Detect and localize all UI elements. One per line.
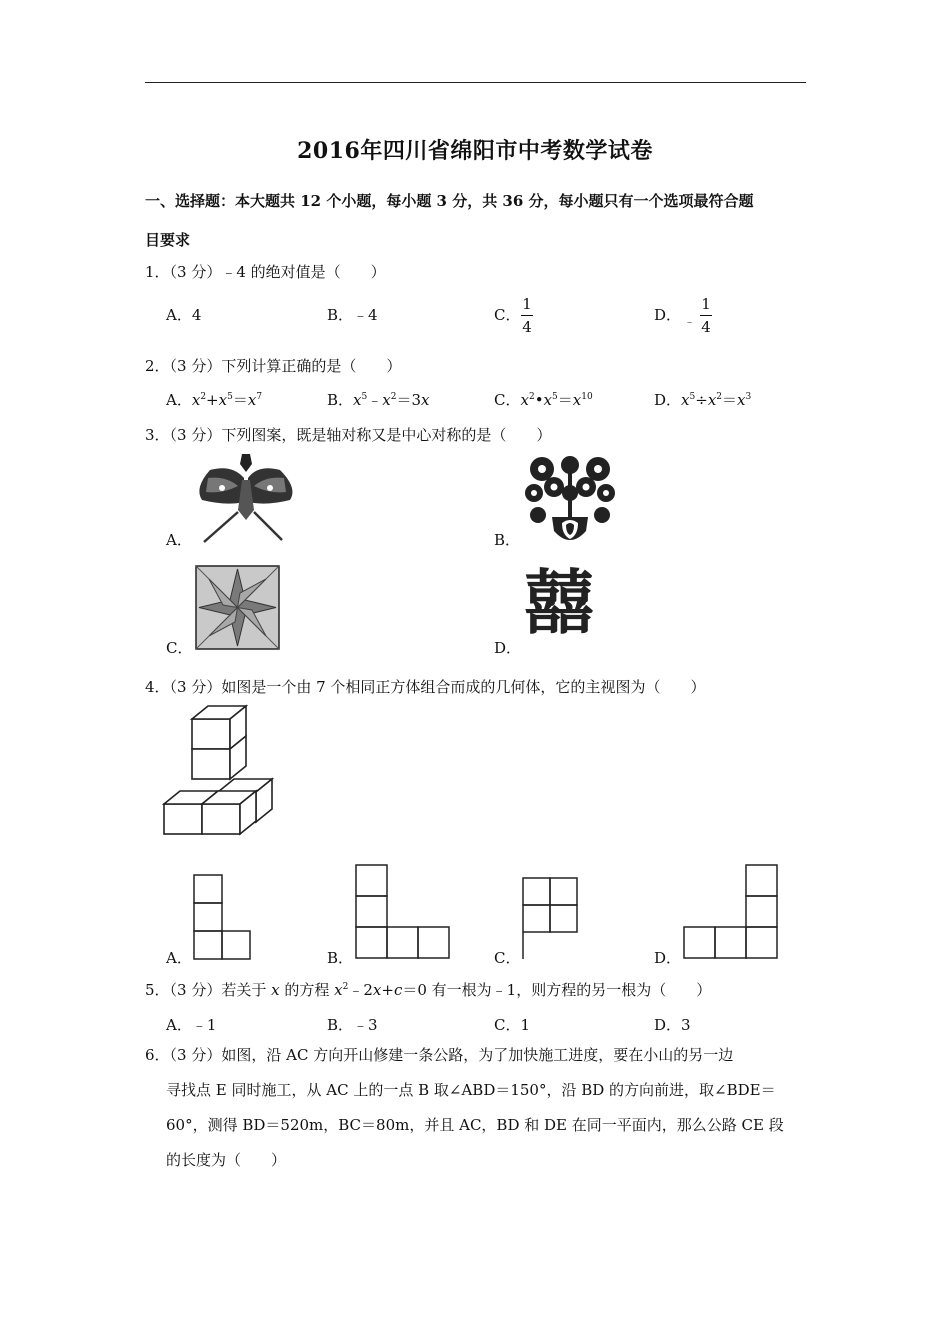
q4-option-c: C．	[494, 949, 521, 967]
q1-option-c-label: C．	[494, 306, 521, 324]
question-5: 5．（3 分）若关于 x 的方程 $x^2﹣2x+c=0$ 有一根为﹣1，则方程的另一根为（ ）	[145, 981, 712, 999]
fraction-numerator: 1	[701, 295, 711, 313]
question-1: 1．（3 分）﹣4 的绝对值是（ ）	[145, 263, 386, 281]
q3-option-c: C．	[166, 639, 193, 657]
q3-option-a: A．	[166, 531, 192, 549]
cube-solid-figure	[160, 700, 285, 840]
q4-view-b	[355, 864, 453, 962]
section-heading-cont: 目要求	[145, 231, 191, 249]
q4-view-c	[522, 877, 580, 935]
flower-vase-figure	[524, 455, 616, 548]
question-6-line-4: 的长度为（ ）	[166, 1151, 287, 1169]
q5-option-d: D．3	[654, 1016, 691, 1034]
question-2: 2．（3 分）下列计算正确的是（ ）	[145, 357, 402, 375]
q5-option-c: C．1	[494, 1016, 531, 1034]
question-6-line-2: 寻找点 E 同时施工，从 AC 上的一点 B 取∠ABD＝150°，沿 BD 的方向前进，取∠BDE＝	[166, 1081, 776, 1099]
q1-option-d-label: D．	[654, 306, 682, 324]
question-3: 3．（3 分）下列图案，既是轴对称又是中心对称的是（ ）	[145, 426, 552, 444]
question-4: 4．（3 分）如图是一个由 7 个相同正方体组合而成的几何体，它的主视图为（ ）	[145, 678, 706, 696]
q1-option-a: A．4	[166, 306, 202, 324]
header-rule	[145, 82, 806, 83]
q5-option-b: B．﹣3	[327, 1016, 378, 1034]
q5-option-a: A．﹣1	[166, 1016, 217, 1034]
square-star-figure	[195, 565, 280, 650]
q1-option-d-fraction	[700, 295, 712, 336]
question-6-line-3: 60°，测得 BD＝520m，BC＝80m，并且 AC，BD 和 DE 在同一平面内，那么公路 CE 段	[166, 1116, 784, 1134]
q2-option-c: C．$x^2•x^5=x^{10}$	[494, 391, 593, 409]
fraction-numerator: 1	[522, 295, 532, 313]
kite-figure	[192, 450, 300, 545]
q1-option-b: B．﹣4	[327, 306, 378, 324]
fraction-denominator: 4	[701, 318, 711, 336]
q3-option-d: D．	[494, 639, 522, 657]
q4-view-d	[683, 864, 781, 962]
q2-option-d: D．$x^5\div x^2=x^3$	[654, 391, 752, 409]
question-6-line-1: 6．（3 分）如图，沿 AC 方向开山修建一条公路，为了加快施工进度，要在小山的另一边	[145, 1046, 734, 1064]
question-6	[145, 1038, 809, 1178]
q4-view-a	[193, 874, 253, 962]
q1-option-d-sign: ﹣	[684, 315, 695, 328]
q3-option-b: B．	[494, 531, 521, 549]
fraction-denominator: 4	[522, 318, 532, 336]
section-heading: 一、选择题：本大题共 12 个小题，每小题 3 分，共 36 分，每小题只有一个选项最符合题	[145, 192, 754, 210]
q4-option-a: A．	[166, 949, 192, 967]
q4-option-d: D．	[654, 949, 682, 967]
q4-option-b: B．	[327, 949, 354, 967]
q2-option-a: A．$x^2+x^5=x^7$	[166, 391, 263, 409]
double-happiness-figure: 囍	[524, 562, 594, 644]
q1-option-c-fraction	[521, 295, 533, 336]
q2-option-b: B．$x^5﹣x^2=3x$	[327, 391, 430, 409]
page-title: 2016年四川省绵阳市中考数学试卷	[297, 138, 653, 164]
